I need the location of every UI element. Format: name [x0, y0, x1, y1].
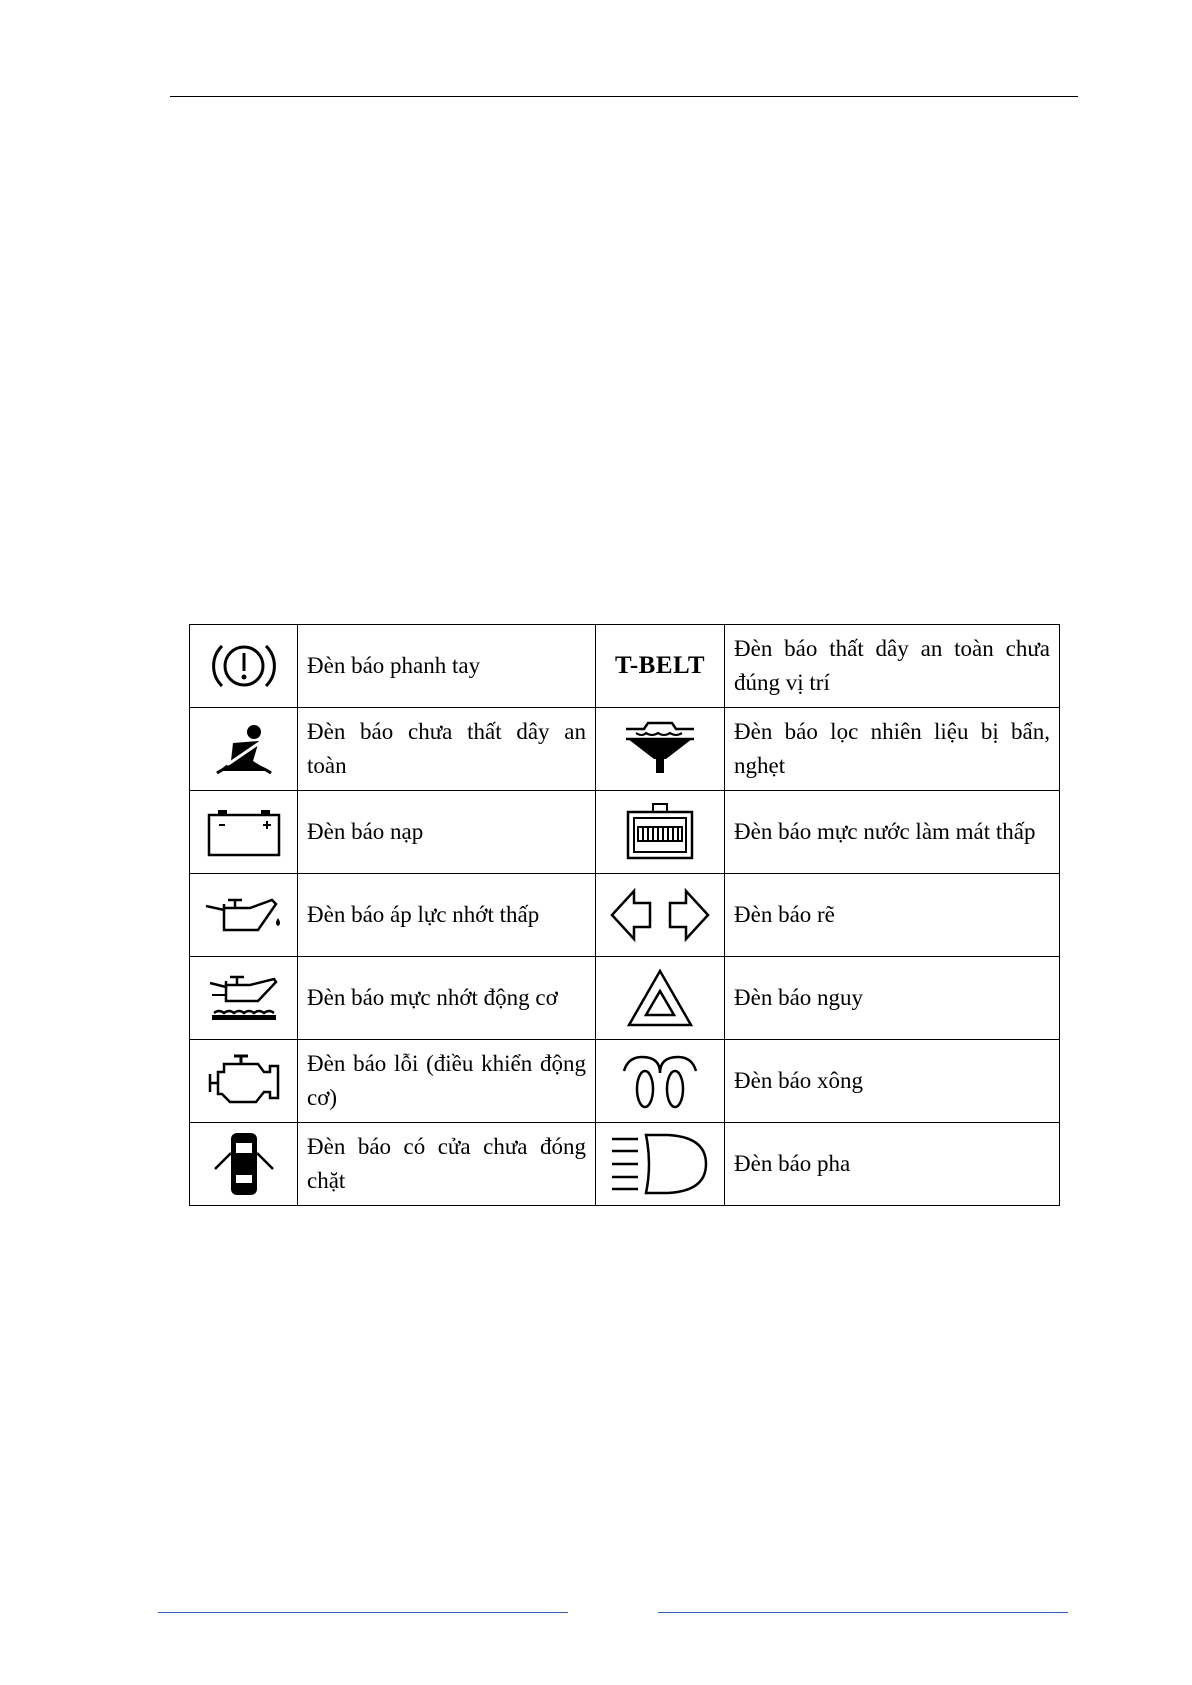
oil-pressure-label: Đèn báo áp lực nhớt thấp [298, 874, 596, 957]
table-row [190, 1123, 1060, 1206]
door-open-icon-cell [190, 1123, 298, 1206]
check-engine-icon-cell [190, 1040, 298, 1123]
t-belt-label: Đèn báo thất dây an toàn chưa đúng vị trí [725, 625, 1060, 708]
check-engine-icon [204, 1052, 284, 1110]
parking-brake-icon [208, 638, 280, 694]
table-row [190, 957, 1060, 1040]
fuel-filter-icon [620, 719, 700, 779]
glow-plug-label: Đèn báo xông [725, 1040, 1060, 1123]
high-beam-icon-cell [596, 1123, 725, 1206]
high-beam-label: Đèn báo pha [725, 1123, 1060, 1206]
oil-can-icon [202, 890, 286, 940]
table-row [190, 791, 1060, 874]
table-row [190, 1040, 1060, 1123]
fuel-filter-label: Đèn báo lọc nhiên liệu bị bẩn, nghẹt [725, 708, 1060, 791]
glow-plug-icon [620, 1051, 700, 1111]
t-belt-text-icon: T-BELT [614, 652, 706, 679]
battery-icon-cell [190, 791, 298, 874]
glow-plug-icon-cell [596, 1040, 725, 1123]
battery-label: Đèn báo nạp [298, 791, 596, 874]
oil-level-label: Đèn báo mực nhớt động cơ [298, 957, 596, 1040]
door-open-label: Đèn báo có cửa chưa đóng chặt [298, 1123, 596, 1206]
turn-signal-label: Đèn báo rẽ [725, 874, 1060, 957]
battery-icon [204, 805, 284, 859]
check-engine-label: Đèn báo lỗi (điều khiển động cơ) [298, 1040, 596, 1123]
fuel-filter-icon-cell [596, 708, 725, 791]
parking-brake-icon-cell [190, 625, 298, 708]
table-row [190, 874, 1060, 957]
hazard-label: Đèn báo nguy [725, 957, 1060, 1040]
parking-brake-label: Đèn báo phanh tay [298, 625, 596, 708]
hazard-icon-cell [596, 957, 725, 1040]
hazard-triangle-icon [625, 967, 695, 1029]
seat-belt-label: Đèn báo chưa thất dây an toàn [298, 708, 596, 791]
table-row [190, 708, 1060, 791]
oil-can-icon-cell [190, 874, 298, 957]
oil-level-icon-cell [190, 957, 298, 1040]
t-belt-icon-cell [596, 625, 725, 708]
header-rule [170, 96, 1078, 97]
turn-signal-icon [608, 885, 712, 945]
radiator-icon [623, 802, 697, 862]
turn-signal-icon-cell [596, 874, 725, 957]
table-row [190, 625, 1060, 708]
door-open-icon [209, 1129, 279, 1199]
oil-level-icon [204, 969, 284, 1027]
seat-belt-icon-cell [190, 708, 298, 791]
radiator-icon-cell [596, 791, 725, 874]
seat-belt-icon [209, 721, 279, 777]
radiator-label: Đèn báo mực nước làm mát thấp [725, 791, 1060, 874]
footer-rule-right [658, 1612, 1068, 1613]
footer-rule-left [158, 1612, 568, 1613]
high-beam-icon [608, 1131, 712, 1197]
warning-lights-table [189, 624, 1060, 1206]
